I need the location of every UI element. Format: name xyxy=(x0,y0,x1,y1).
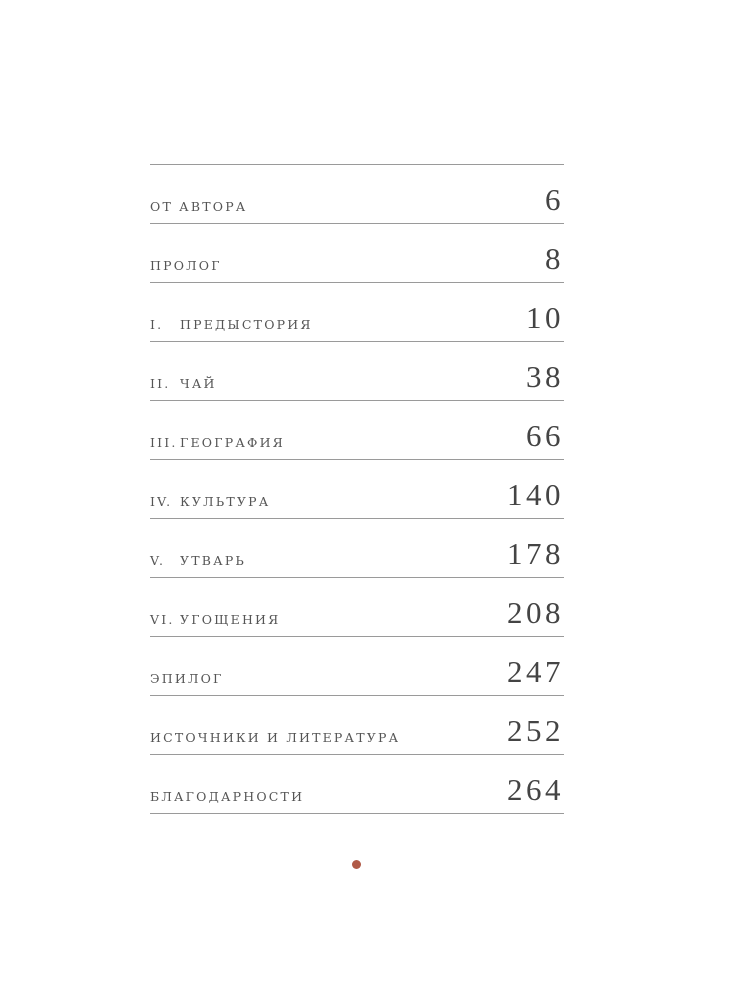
toc-entry-label xyxy=(150,612,280,627)
chapter-number: V. xyxy=(150,553,166,568)
toc-entry-page: 208 xyxy=(507,595,564,630)
toc-entry-page: 140 xyxy=(507,477,564,512)
toc-entry-label xyxy=(150,317,313,332)
toc-entry-label xyxy=(150,730,400,745)
toc-entry-chapter-1[interactable] xyxy=(150,283,564,342)
toc-entry-title: ЧАЙ xyxy=(180,376,217,391)
decorative-dot xyxy=(352,860,361,869)
toc-entry-title: ИСТОЧНИКИ И ЛИТЕРАТУРА xyxy=(150,730,401,745)
toc-entry-label xyxy=(150,789,304,804)
toc-entry-from-author[interactable] xyxy=(150,165,564,224)
chapter-number: II. xyxy=(150,376,171,391)
toc-entry-page: 6 xyxy=(545,182,564,217)
toc-entry-label xyxy=(150,376,217,391)
toc-entry-chapter-2[interactable] xyxy=(150,342,564,401)
toc-entry-sources[interactable] xyxy=(150,696,564,755)
toc-entry-chapter-6[interactable] xyxy=(150,578,564,637)
toc-entry-title: ГЕОГРАФИЯ xyxy=(180,435,285,450)
toc-entry-page: 66 xyxy=(526,418,564,453)
toc-entry-page: 38 xyxy=(526,359,564,394)
toc-entry-page: 8 xyxy=(545,241,564,276)
chapter-number: I. xyxy=(150,317,164,332)
chapter-number: VI. xyxy=(150,612,175,627)
toc-entry-page: 10 xyxy=(526,300,564,335)
toc-entry-title: ОТ АВТОРА xyxy=(150,199,248,214)
toc-entry-page: 247 xyxy=(507,654,564,689)
toc-entry-title: УГОЩЕНИЯ xyxy=(180,612,281,627)
toc-entry-title: БЛАГОДАРНОСТИ xyxy=(150,789,305,804)
toc-entry-label xyxy=(150,435,285,450)
toc-entry-label xyxy=(150,553,246,568)
toc-entry-label xyxy=(150,199,247,214)
toc-entry-chapter-3[interactable] xyxy=(150,401,564,460)
toc-entry-page: 252 xyxy=(507,713,564,748)
chapter-number: III. xyxy=(150,435,178,450)
toc-entry-prologue[interactable] xyxy=(150,224,564,283)
toc-entry-title: КУЛЬТУРА xyxy=(180,494,271,509)
toc-entry-page: 264 xyxy=(507,772,564,807)
toc-entry-epilogue[interactable] xyxy=(150,637,564,696)
toc-entry-page: 178 xyxy=(507,536,564,571)
toc-entry-chapter-5[interactable] xyxy=(150,519,564,578)
toc-entry-label xyxy=(150,671,224,686)
table-of-contents xyxy=(150,164,564,814)
toc-entry-acknowledgements[interactable] xyxy=(150,755,564,814)
toc-entry-title: ПРОЛОГ xyxy=(150,258,222,273)
toc-entry-chapter-4[interactable] xyxy=(150,460,564,519)
toc-entry-title: ЭПИЛОГ xyxy=(150,671,224,686)
chapter-number: IV. xyxy=(150,494,173,509)
toc-entry-title: ПРЕДЫСТОРИЯ xyxy=(180,317,313,332)
toc-entry-title: УТВАРЬ xyxy=(180,553,247,568)
toc-entry-label xyxy=(150,258,222,273)
toc-entry-label xyxy=(150,494,270,509)
